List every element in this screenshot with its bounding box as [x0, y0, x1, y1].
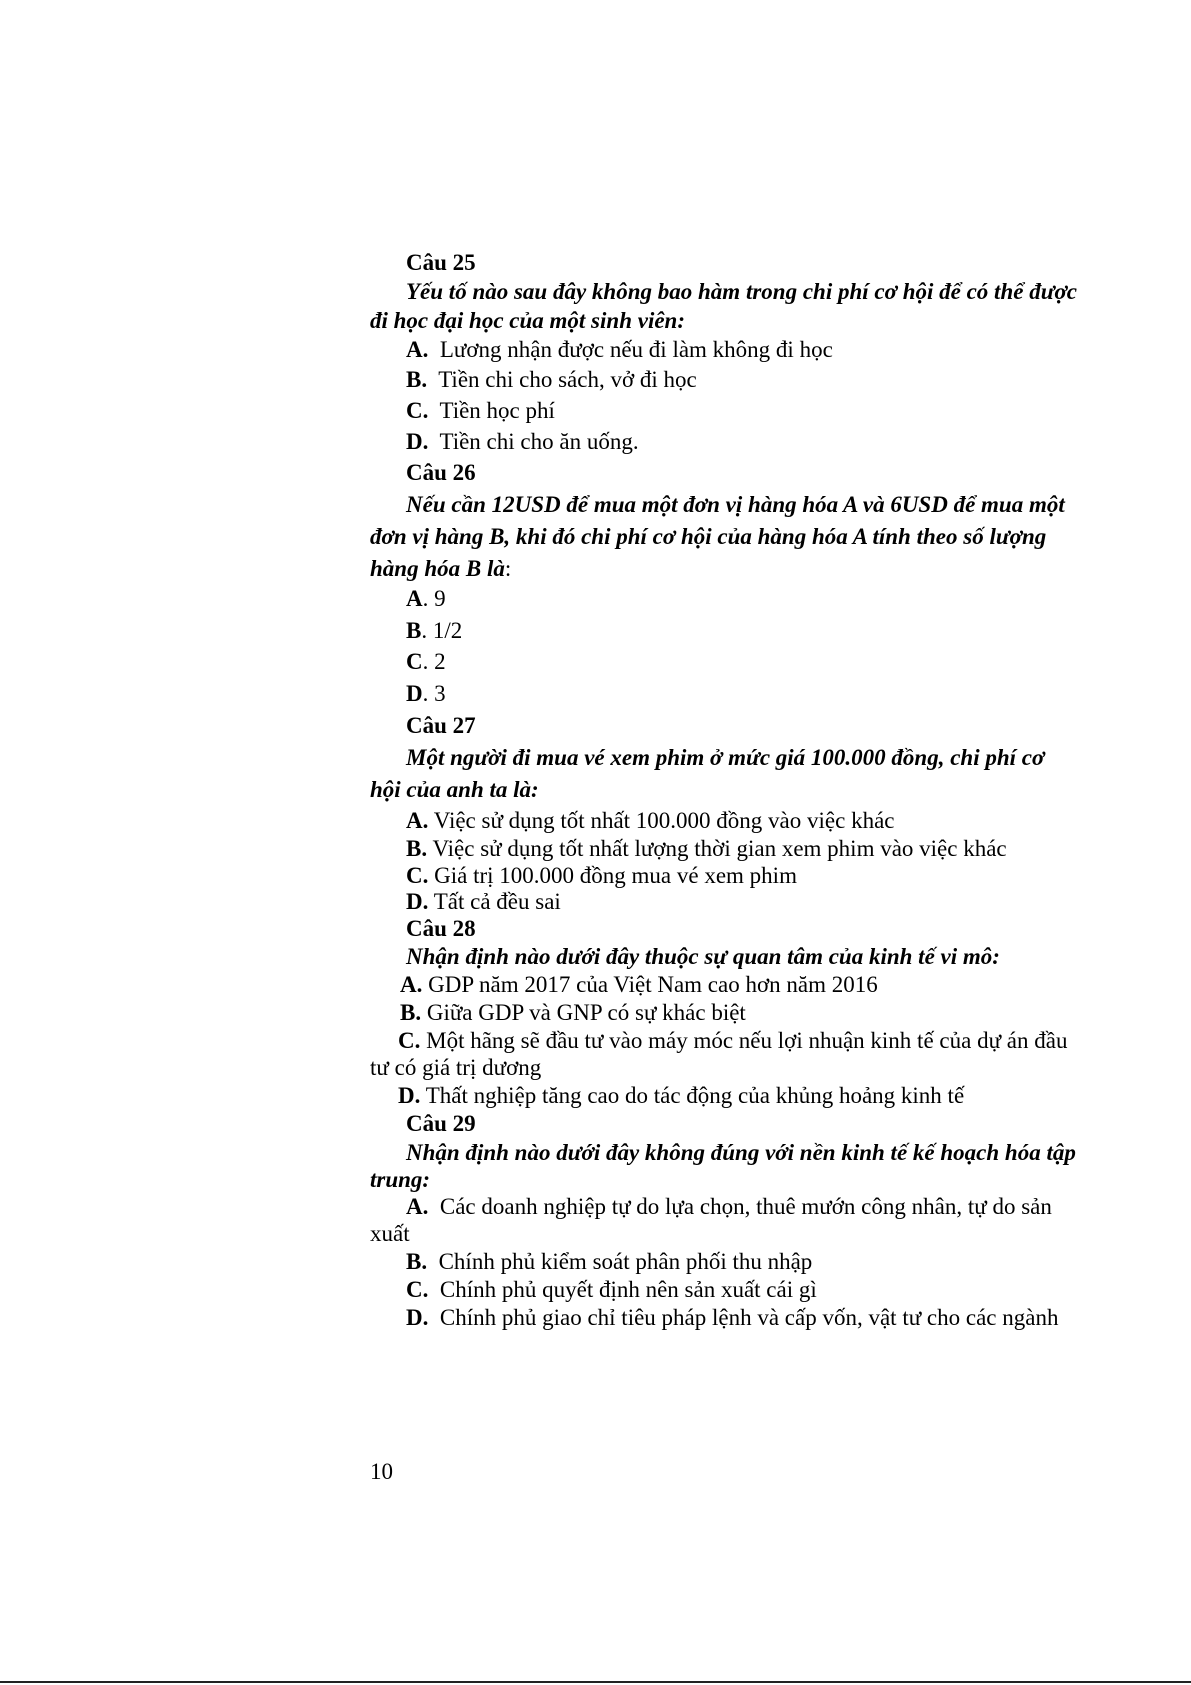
question-28-option-a: [400, 971, 878, 999]
question-26-stem-line-3: [370, 555, 511, 583]
option-label: D.: [398, 1083, 421, 1108]
option-label: D.: [406, 1305, 429, 1330]
question-27-option-d: [406, 888, 561, 916]
question-29-option-a-continuation: xuất: [370, 1221, 410, 1246]
question-29-option-d: [406, 1304, 1058, 1332]
option-text: Chính phủ quyết định nên sản xuất cái gì: [439, 1277, 817, 1302]
option-text: Các doanh nghiệp tự do lựa chọn, thuê mướn công nhân, tự do sản: [439, 1194, 1052, 1219]
option-text: Thất nghiệp tăng cao do tác động của khủng hoảng kinh tế: [425, 1083, 965, 1108]
question-28-option-b: [400, 999, 746, 1027]
page-number: 10: [370, 1459, 393, 1484]
option-text: GDP năm 2017 của Việt Nam cao hơn năm 2016: [428, 972, 878, 997]
option-text: Chính phủ kiểm soát phân phối thu nhập: [438, 1249, 813, 1274]
question-25-option-d: [406, 428, 639, 456]
option-label: B.: [406, 367, 428, 392]
question-26-option-a: [406, 585, 446, 613]
option-text: Một hãng sẽ đầu tư vào máy móc nếu lợi nhuận kinh tế của dự án đầu: [426, 1028, 1068, 1053]
option-label: C.: [406, 1277, 429, 1302]
question-27-title: Câu 27: [406, 713, 476, 738]
option-text: Tất cả đều sai: [433, 889, 561, 914]
option-label: D.: [406, 429, 429, 454]
option-label: D.: [406, 889, 429, 914]
question-26-stem-line-1: Nếu cần 12USD để mua một đơn vị hàng hóa A và 6USD để mua một: [406, 492, 1065, 517]
option-text: Chính phủ giao chỉ tiêu pháp lệnh và cấp vốn, vật tư cho các ngành: [439, 1305, 1059, 1330]
question-27-stem-line-1: Một người đi mua vé xem phim ở mức giá 100.000 đồng, chi phí cơ: [406, 745, 1045, 770]
option-label: A.: [406, 1194, 429, 1219]
option-label: D: [406, 681, 423, 706]
question-26-title: Câu 26: [406, 460, 476, 485]
option-label: B.: [406, 836, 428, 861]
option-text: Tiền học phí: [439, 398, 555, 423]
option-text: . 2: [422, 649, 446, 674]
question-29-stem-line-2: trung:: [370, 1167, 431, 1192]
question-26-option-b: [406, 617, 462, 645]
option-text: Việc sử dụng tốt nhất lượng thời gian xem phim vào việc khác: [432, 836, 1007, 861]
bottom-edge-line: [0, 1681, 1191, 1683]
option-text: . 3: [422, 681, 446, 706]
question-26-option-d: [406, 680, 446, 708]
question-25-stem-line-1: Yếu tố nào sau đây không bao hàm trong chi phí cơ hội để có thể được: [406, 279, 1078, 304]
question-27-stem-line-2: hội của anh ta là:: [370, 777, 539, 802]
option-label: C.: [406, 863, 429, 888]
question-29-title: Câu 29: [406, 1111, 476, 1136]
question-25-option-b: [406, 366, 697, 394]
option-label: A.: [406, 808, 429, 833]
option-label: B.: [406, 1249, 428, 1274]
question-29-stem-line-1: Nhận định nào dưới đây không đúng với nền kinh tế kế hoạch hóa tập: [406, 1140, 1076, 1165]
question-27-option-c: [406, 862, 797, 890]
option-label: C.: [406, 398, 429, 423]
option-text: . 9: [422, 586, 446, 611]
question-28-stem-line-1: Nhận định nào dưới đây thuộc sự quan tâm của kinh tế vi mô:: [406, 944, 1000, 969]
option-label: C: [406, 649, 423, 674]
option-text: Giá trị 100.000 đồng mua vé xem phim: [434, 863, 797, 888]
question-26-option-c: [406, 648, 446, 676]
option-label: B.: [400, 1000, 422, 1025]
option-label: A.: [406, 337, 429, 362]
option-text: Việc sử dụng tốt nhất 100.000 đồng vào việc khác: [433, 808, 895, 833]
option-text: Tiền chi cho sách, vở đi học: [438, 367, 697, 392]
question-27-option-a: [406, 807, 894, 835]
question-27-option-b: [406, 835, 1007, 863]
question-26-stem-line-2: đơn vị hàng B, khi đó chi phí cơ hội của hàng hóa A tính theo số lượng: [370, 524, 1047, 549]
option-label: A: [406, 586, 423, 611]
question-28-option-d: [398, 1082, 964, 1110]
question-28-option-c: [398, 1027, 1067, 1055]
option-text: Giữa GDP và GNP có sự khác biệt: [426, 1000, 746, 1025]
option-text: . 1/2: [421, 618, 463, 643]
option-label: A.: [400, 972, 423, 997]
option-text: Tiền chi cho ăn uống.: [439, 429, 639, 454]
question-29-option-a: [406, 1193, 1052, 1221]
question-25-title: Câu 25: [406, 250, 476, 275]
question-28-title: Câu 28: [406, 916, 476, 941]
stem-text: hàng hóa B là: [370, 556, 505, 581]
question-29-option-b: [406, 1248, 812, 1276]
question-25-option-a: [406, 336, 833, 364]
question-25-stem-line-2: đi học đại học của một sinh viên:: [370, 308, 685, 333]
stem-suffix: :: [504, 556, 512, 581]
question-25-option-c: [406, 397, 555, 425]
question-29-option-c: [406, 1276, 817, 1304]
option-label: C.: [398, 1028, 421, 1053]
question-28-option-c-continuation: tư có giá trị dương: [370, 1055, 542, 1080]
option-text: Lương nhận được nếu đi làm không đi học: [439, 337, 833, 362]
option-label: B: [406, 618, 422, 643]
